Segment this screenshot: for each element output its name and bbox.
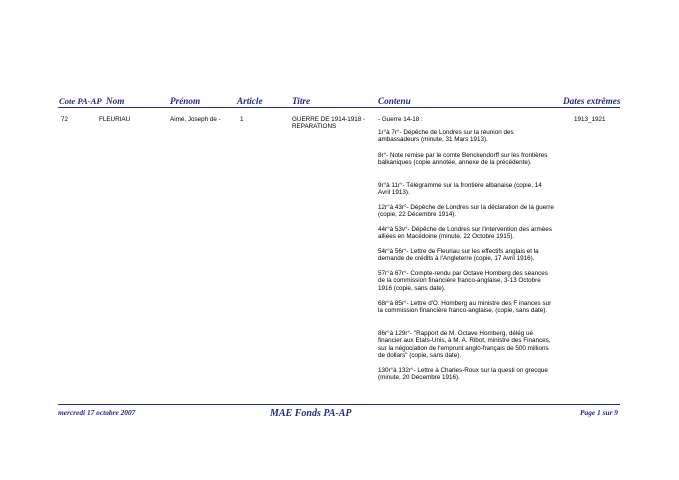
row-article: 1 <box>240 116 244 123</box>
footer-page: Page 1 sur 9 <box>580 408 618 417</box>
header-contenu: Contenu <box>378 96 411 106</box>
header-rule <box>58 107 620 108</box>
footer-date: mercredi 17 octobre 2007 <box>58 408 136 417</box>
contenu-entry: 130r°à 132r°- Lettre à Charles-Roux sur la questi on grecque (minute, 20 Décembre 1916). <box>378 367 548 382</box>
footer-title: MAE Fonds PA-AP <box>270 408 352 419</box>
contenu-entry: 68r°à 85r°- Lettre d'O. Homberg au ministre des F inances sur la commission financière franco-anglaise, (copie, sans date). <box>378 300 552 315</box>
contenu-entry: 1r°à 7r°- Dépêche de Londres sur la réunion des ambassadeurs (minute, 31 Mars 1913). <box>378 129 514 144</box>
header-article: Article <box>237 96 263 106</box>
contenu-entry: 12r°à 43r°- Dépêche de Londres sur la déclaration de la guerre (copie, 22 Décembre 1914). <box>378 204 554 219</box>
row-nom: FLEURIAU <box>99 116 131 123</box>
header-titre: Titre <box>292 96 311 106</box>
row-prenom: Aimé, Joseph de - <box>170 116 221 123</box>
row-titre: GUERRE DE 1914-1918 - REPARATIONS <box>292 116 366 131</box>
contenu-entry: 86r°à 129r°- "Rapport de M. Octave Homberg, délég ué financier aux Etats-Unis, à M. A. Ribot, ministre des Finances, sur la négociation de l'emprunt anglo-français de 500 millions de dollars" (copie, sans date). <box>378 330 551 360</box>
header-cote: Cote PA-AP <box>59 96 102 106</box>
contenu-entry: 57r°à 67r°- Compte-rendu par Octave Homberg des séances de la commission financière franco-anglaise, 3-13 Octobre 1916 (copie, sans date). <box>378 270 548 292</box>
row-cote: 72 <box>61 116 69 123</box>
row-dates: 1913_1921 <box>574 116 606 123</box>
contenu-entry: 44r°à 53v°- Dépêche de Londres sur l'intervention des armées alliées en Macédoine (minute, 22 Octobre 1915). <box>378 226 552 241</box>
header-nom: Nom <box>106 96 125 106</box>
contenu-entry: 8r°- Note remise par le comte Benckendorff sur les frontières balkaniques (copie annotée, annexe de la précédente). <box>378 152 548 167</box>
contenu-entry: 9r°à 11r°- Télégramme sur la frontière albanaise (copie, 14 Avril 1913). <box>378 182 542 197</box>
contenu-entry: - Guerre 14-18 : <box>378 116 423 123</box>
header-dates: Dates extrêmes <box>563 96 621 106</box>
header-prenom: Prénom <box>170 96 201 106</box>
contenu-entry: 54r°à 56r°- Lettre de Fleuriau sur les effectifs anglais et la demande de crédits à l'Angleterre (copie, 17 Avril 1916). <box>378 248 539 263</box>
footer-rule <box>58 404 620 405</box>
